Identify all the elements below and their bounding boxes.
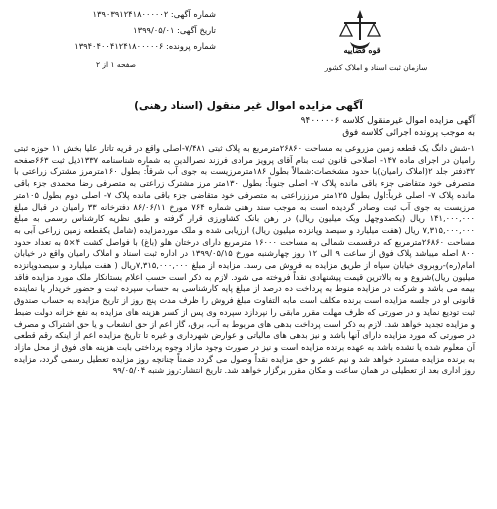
page-number: صفحه ۱ از ۲: [96, 60, 136, 69]
ad-code-row: شماره آگهی: ۱۳۹۰۳۹۱۲۴۱۸۰۰۰۰۰۲: [92, 9, 216, 19]
organization-name: سازمان ثبت اسناد و املاک کشور: [324, 63, 428, 72]
judiciary-emblem-icon: [330, 6, 390, 68]
file-number-row: شماره پرونده: ۱۳۹۴۰۴۰۰۴۱۲۴۱۸۰۰۰۰۰۶: [74, 41, 216, 51]
ad-date-row: تاریخ آگهی: ۱۳۹۹/۰۵/۰۱: [133, 25, 216, 35]
notice-body: ۱-شش دانگ یک قطعه زمین مزروعی به مساحت ۲۶۸۶۰مترمربع به پلاک ثبتی ۷/۴۸۱-اصلی واقع در قریه تاتار علیا بخش ۱۱ حوزه ثبتی رامیان در اجرای ماده ۱۴۷- اصلاحی قانون ثبت بنام آقای پرویز مرادی فرزند نصرالدین به شماره شناسنامه ۱۳۳۷ذیل ثبت ۶۶۳صفحه ۳۲دفتر جلد ۲(املاک رامیان)با حدود مشخصات:شمالاً بطول ۱۸۶مترمرزیست به جوی آب شرقاً: بطول ۱۶۰مترمرز مشترک زراعتی با متصرفی خود متقاضی جزء باقی مانده پلاک ۷- اصلی جنوباً: بطول ۱۳۰متر مرز مشترک زراعتی به متصرفی رضا محمدی جزء باقی مانده پلاک ۷- اصلی غرباً:اول بطول ۱۲۵متر مرززراعتی به متصرفی خود متقاضی جزء باقی مانده پلاک ۷- اصلی دوم بطول ۱۰۵متر مرزیست به جوی آب ثبت وصادر گردیده است به موجب سند رهنی شماره ۷۶۴ مورخ ۸۶/۰۶/۱۱ دفترخانه ۳۳ رامیان در قبال مبلغ ۱۴۱,۰۰۰,۰۰۰ ریال (یکصدوچهل ویک میلیون ریال) در رهن بانک کشاورزی قرار گرفته و طبق نظریه کارشناس رسمی به مبلغ ۷,۳۱۵,۰۰۰,۰۰۰ ریال (هفت میلیارد و سیصد وپانزده میلیون ریال) ارزیابی شده و ملک موردمزایده (شامل یکقطعه زمین زراعی آبی به مساحت ۲۶۸۶۰مترمربع که درقسمت شمالی به مساحت ۱۶۰۰۰ مترمربع دارای درختان هلو (باغ) با فواصل کشت ۴×۵ به تعداد حدود ۸۰۰ اصله میباشد پلاک فوق از ساعت ۹ الی ۱۲ روز چهارشنبه مورخ ۱۳۹۹/۰۵/۱۵ در اداره ثبت اسناد و املاک رامیان واقع در خیابان امام(ره)-روبروی خیابان سپاه از طریق مزایده به فروش می رسد. مزایده از مبلغ ۷,۳۱۵,۰۰۰,۰۰۰ریال ( هفت میلیارد و سیصدوپانزده میلیون ریال)شروع و به بالاترین قیمت پیشنهادی نقداً فروخته می شود. لازم به ذکر است حسب اعلام بستانکار ملک مورد مزایده فاقد بیمه می باشد و شرکت در مزایده منوط به پرداخت ده درصد از مبلغ پایه کارشناسی به حساب سپرده ثبت و حضور خریدار یا نماینده قانونی او در جلسه مزایده است برنده مکلف است مابه التفاوت مبلغ فروش را ظرف مدت پنج روز از تاریخ مزایده به حساب صندوق ثبت تودیع نماید و در صورتی که ظرف مهلت مقرر مابقی را نپردازد سپرده وی پس از کسر هزینه های مزایده به نفع خزانه دولت ضبط و مزایده تجدید خواهد شد. لازم به ذکر است پرداخت بدهی های مربوط به آب، برق، گاز اعم از حق انشعاب و یا حق اشتراک و مصرف در صورتی که مورد مزایده دارای آنها باشد و نیز بدهی های مالیاتی و عوارض شهرداری و غیره تا تاریخ مزایده اعم از اینکه رقم قطعی آن معلوم شده یا نشده باشد به عهده برنده مزایده است و نیز در صورت وجود مازاد وجوه پرداختی بابت هزینه های فوق از محل مازاد به برنده مزایده مسترد خواهد شد و نیم عشر و حق مزایده نقداً وصول می گردد ضمناً چنانچه روز مزایده تعطیل رسمی گردد، مزایده روز اداری بعد از تعطیلی در همان ساعت و مکان مقرر برگزار خواهد شد. تاریخ انتشار:روز شنبه ۹۹/۰۵/۰۴: [14, 143, 475, 376]
notice-meta: [15, 116, 475, 139]
file-number-label: شماره پرونده: [168, 41, 216, 51]
ad-code: ۱۳۹۰۳۹۱۲۴۱۸۰۰۰۰۰۲: [92, 9, 169, 19]
notice-title: آگهی مزایده اموال غیر منقول (اسناد رهنی): [134, 100, 363, 112]
ad-date: ۱۳۹۹/۰۵/۰۱: [133, 25, 175, 35]
judiciary-name: قوه قضاییه: [343, 45, 381, 55]
notice-file-line: به موجب پرونده اجرائی کلاسه فوق: [342, 127, 475, 138]
file-number: ۱۳۹۴۰۴۰۰۴۱۲۴۱۸۰۰۰۰۰۶: [74, 41, 164, 51]
notice-reference-info: [6, 6, 216, 54]
notice-class-line: آگهی مزایده اموال غیرمنقول کلاسه ۹۴۰۰۰۰۰۶: [300, 116, 475, 126]
ad-code-label: شماره آگهی: [173, 9, 216, 19]
ad-date-label: تاریخ آگهی: [179, 25, 216, 35]
